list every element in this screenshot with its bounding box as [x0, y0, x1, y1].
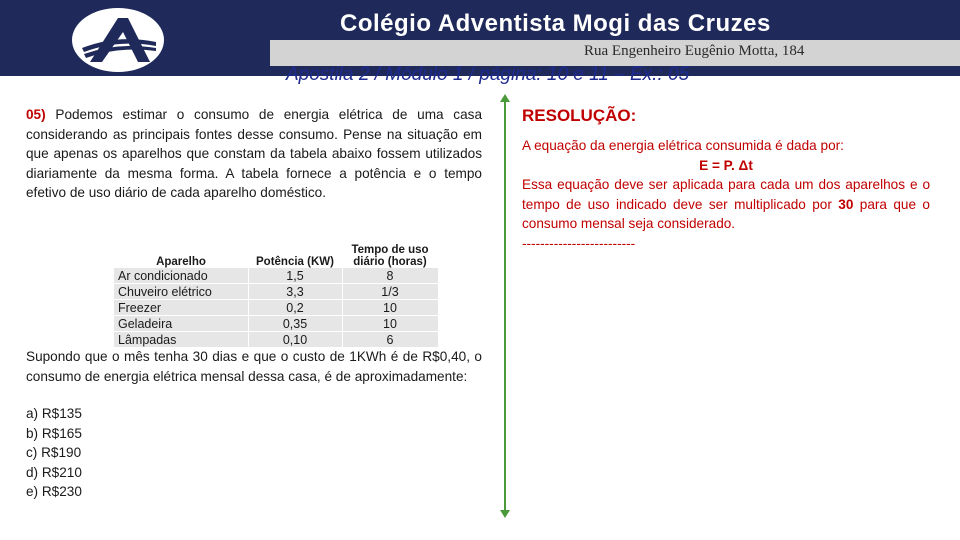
table-cell: 6 [342, 332, 438, 348]
table-cell: 8 [342, 268, 438, 284]
column-divider [504, 98, 506, 516]
table-cell: 0,35 [248, 316, 342, 332]
table-header-appliance: Aparelho [114, 240, 248, 268]
resolution-title: RESOLUÇÃO: [522, 106, 637, 125]
question-text [26, 105, 482, 203]
resolution-panel [522, 106, 930, 253]
table-cell: 1,5 [248, 268, 342, 284]
question-statement: Podemos estimar o consumo de energia elétrica de uma casa considerando as principais fontes desse consumo. Pense na situação em que apenas os aparelhos que constam da tabela abaixo fossem utilizados diariamente da mesma forma. A tabela fornece a potência e o tempo efetivo de uso diário de cada aparelho doméstico. [26, 107, 482, 200]
energy-formula: E = P. Δt [699, 157, 753, 173]
page-subtitle: Apostila 2 / Módulo 1 / página: 10 e 11 – Ex.: 05 [286, 64, 690, 85]
resolution-intro: A equação da energia elétrica consumida é dada por: [522, 138, 844, 153]
table-row [114, 268, 438, 284]
table-cell: 10 [342, 316, 438, 332]
resolution-highlight: 30 [838, 196, 854, 212]
option-e: e) R$230 [26, 484, 82, 499]
table-row [114, 284, 438, 300]
table-cell: 0,2 [248, 300, 342, 316]
appliance-table [114, 240, 444, 350]
option-b: b) R$165 [26, 425, 82, 441]
resolution-dashes: ------------------------- [522, 235, 636, 251]
table-cell: Geladeira [114, 316, 248, 332]
table-header-time: Tempo de uso diário (horas) [342, 240, 438, 268]
school-logo [70, 6, 166, 74]
resolution-text-before: Essa equação deve ser aplicada para cada um dos aparelhos e o tempo de uso indicado deve ser multiplicado por [522, 177, 930, 212]
resolution-text-after: para que o consumo mensal seja considerado. [522, 196, 930, 231]
table-row [114, 332, 438, 348]
table-cell: 3,3 [248, 284, 342, 300]
table-cell: Freezer [114, 300, 248, 316]
answer-options [26, 404, 82, 502]
table-header-power: Potência (KW) [248, 240, 342, 268]
option-c: c) R$190 [26, 445, 82, 460]
table-cell: Lâmpadas [114, 332, 248, 348]
option-a: a) R$135 [26, 406, 82, 421]
table-cell: Chuveiro elétrico [114, 284, 248, 300]
table-cell: 0,10 [248, 332, 342, 348]
resolution-explanation [522, 175, 930, 234]
logo-a-icon [72, 8, 164, 72]
table-cell: 10 [342, 300, 438, 316]
question-continuation: Supondo que o mês tenha 30 dias e que o custo de 1KWh é de R$0,40, o consumo de energia elétrica mensal dessa casa, é de aproximadamente: [26, 349, 482, 384]
option-d: d) R$210 [26, 464, 82, 480]
table-row [114, 316, 438, 332]
school-address: Rua Engenheiro Eugênio Motta, 184 [584, 43, 805, 59]
question-number: 05) [26, 107, 46, 122]
arrow-down-icon [500, 510, 510, 518]
school-name: Colégio Adventista Mogi das Cruzes [340, 10, 771, 37]
table-row [114, 300, 438, 316]
table-cell: 1/3 [342, 284, 438, 300]
table-cell: Ar condicionado [114, 268, 248, 284]
